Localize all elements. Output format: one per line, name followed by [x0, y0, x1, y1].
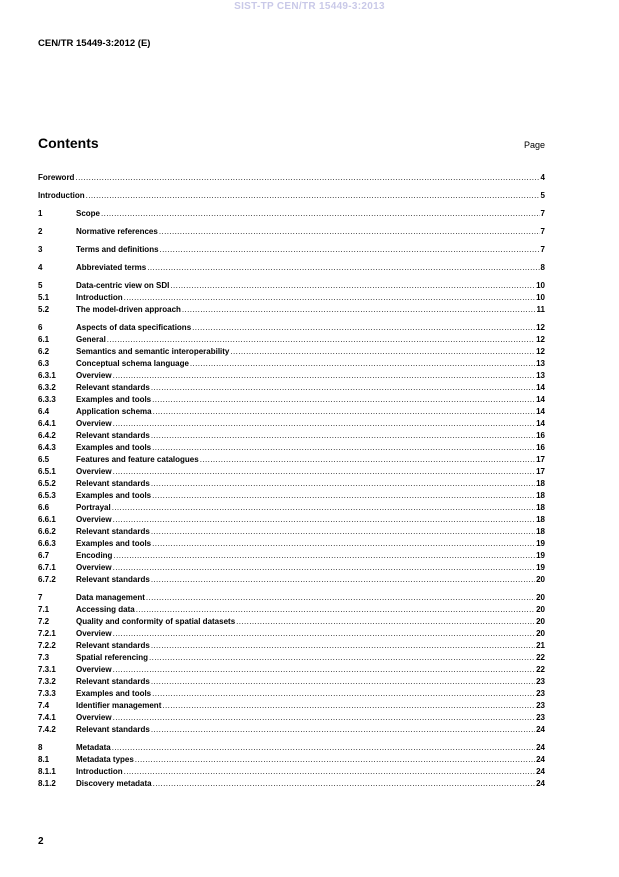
- toc-entry-number: 6.4.1: [38, 419, 56, 428]
- toc-dot-leader: [151, 430, 535, 442]
- toc-entry-page: 18: [536, 491, 545, 500]
- toc-entry-page: 14: [536, 395, 545, 404]
- toc-dot-leader: [113, 514, 536, 526]
- toc-dot-leader: [151, 526, 535, 538]
- toc-dot-leader: [113, 628, 536, 640]
- toc-entry-title: Encoding: [76, 551, 113, 560]
- toc-entry[interactable]: [38, 562, 545, 574]
- toc-entry-title: The model-driven approach: [76, 305, 181, 314]
- toc-entry-page: 23: [536, 713, 545, 722]
- toc-entry[interactable]: [38, 616, 545, 628]
- toc-dot-leader: [149, 652, 535, 664]
- toc-dot-leader: [152, 490, 535, 502]
- toc-entry[interactable]: [38, 442, 545, 454]
- toc-entry-page: 16: [536, 443, 545, 452]
- toc-entry-page: 18: [536, 479, 545, 488]
- toc-entry-number: 6.5.3: [38, 491, 56, 500]
- toc-dot-leader: [192, 322, 535, 334]
- toc-entry[interactable]: [38, 652, 545, 664]
- toc-dot-leader: [107, 334, 535, 346]
- toc-entry-title: Spatial referencing: [76, 653, 149, 662]
- toc-dot-leader: [136, 604, 535, 616]
- toc-entry-number: 6.6.3: [38, 539, 56, 548]
- toc-entry-title: Overview: [76, 371, 112, 380]
- toc-entry-number: 6.1: [38, 335, 50, 344]
- toc-entry-page: 18: [536, 503, 545, 512]
- toc-entry-number: 5: [38, 281, 43, 290]
- toc-dot-leader: [113, 664, 536, 676]
- toc-entry-number: 6.4.2: [38, 431, 56, 440]
- toc-entry[interactable]: [38, 490, 545, 502]
- toc-entry[interactable]: [38, 742, 545, 754]
- toc-entry-page: 21: [536, 641, 545, 650]
- toc-dot-leader: [236, 616, 535, 628]
- toc-entry-page: 13: [536, 371, 545, 380]
- contents-heading: Contents: [38, 135, 99, 151]
- toc-entry-page: 17: [536, 467, 545, 476]
- toc-entry-title: Examples and tools: [76, 395, 152, 404]
- toc-dot-leader: [112, 502, 535, 514]
- toc-entry[interactable]: [38, 754, 545, 766]
- toc-entry-page: 14: [536, 383, 545, 392]
- toc-dot-leader: [153, 406, 536, 418]
- toc-entry-title: General: [76, 335, 106, 344]
- toc-entry-number: 8.1.1: [38, 767, 56, 776]
- toc-entry-title: Examples and tools: [76, 443, 152, 452]
- toc-dot-leader: [113, 418, 536, 430]
- toc-entry-title: Quality and conformity of spatial datasets: [76, 617, 236, 626]
- toc-entry-title: Accessing data: [76, 605, 135, 614]
- toc-entry-title: Normative references: [76, 227, 158, 236]
- toc-entry-page: 18: [536, 527, 545, 536]
- toc-entry-page: 22: [536, 653, 545, 662]
- toc-dot-leader: [151, 574, 535, 586]
- toc-entry-number: 8.1.2: [38, 779, 56, 788]
- toc-entry-page: 24: [536, 743, 545, 752]
- toc-entry-number: 6.6.1: [38, 515, 56, 524]
- toc-dot-leader: [101, 208, 540, 220]
- toc-entry[interactable]: [38, 430, 545, 442]
- toc-entry-page: 20: [536, 629, 545, 638]
- toc-entry[interactable]: [38, 676, 545, 688]
- toc-dot-leader: [113, 562, 536, 574]
- toc-entry-number: 1: [38, 209, 43, 218]
- toc-entry-number: 7: [38, 593, 43, 602]
- toc-entry-title: Relevant standards: [76, 641, 150, 650]
- toc-entry-number: 6.4: [38, 407, 50, 416]
- toc-entry-page: 20: [536, 605, 545, 614]
- toc-entry-page: 23: [536, 689, 545, 698]
- toc-entry-title: Metadata: [76, 743, 111, 752]
- toc-entry-page: 19: [536, 563, 545, 572]
- toc-entry-page: 22: [536, 665, 545, 674]
- toc-dot-leader: [146, 592, 535, 604]
- toc-dot-leader: [152, 538, 535, 550]
- toc-entry[interactable]: [38, 292, 545, 304]
- toc-entry-title: Overview: [76, 515, 112, 524]
- toc-entry-number: 7.2.1: [38, 629, 56, 638]
- toc-dot-leader: [230, 346, 535, 358]
- toc-entry-number: 8.1: [38, 755, 50, 764]
- toc-entry-page: 13: [536, 359, 545, 368]
- toc-entry-number: 6.7: [38, 551, 50, 560]
- toc-entry-page: 14: [536, 419, 545, 428]
- toc-entry-title: Portrayal: [76, 503, 111, 512]
- toc-entry-title: Introduction: [38, 191, 85, 200]
- toc-entry-page: 16: [536, 431, 545, 440]
- toc-entry[interactable]: [38, 418, 545, 430]
- toc-entry[interactable]: [38, 382, 545, 394]
- toc-entry-title: Relevant standards: [76, 479, 150, 488]
- toc-dot-leader: [147, 262, 539, 274]
- toc-entry-number: 7.3: [38, 653, 50, 662]
- toc-entry-page: 24: [536, 725, 545, 734]
- toc-entry-number: 6.5: [38, 455, 50, 464]
- toc-entry-title: Data-centric view on SDI: [76, 281, 170, 290]
- toc-entry-page: 14: [536, 407, 545, 416]
- toc-dot-leader: [113, 370, 536, 382]
- toc-entry-number: 5.1: [38, 293, 50, 302]
- toc-dot-leader: [151, 640, 535, 652]
- toc-dot-leader: [170, 280, 535, 292]
- toc-entry-page: 20: [536, 617, 545, 626]
- toc-entry[interactable]: [38, 640, 545, 652]
- page-column-label: Page: [523, 140, 545, 150]
- toc-entry-page: 7: [540, 227, 545, 236]
- toc-entry[interactable]: [38, 466, 545, 478]
- toc-dot-leader: [124, 292, 535, 304]
- toc-entry-number: 6: [38, 323, 43, 332]
- toc-entry-number: 6.5.2: [38, 479, 56, 488]
- toc-entry-title: Aspects of data specifications: [76, 323, 192, 332]
- toc-entry-title: Metadata types: [76, 755, 134, 764]
- toc-entry-page: 4: [540, 173, 545, 182]
- toc-entry-title: Terms and definitions: [76, 245, 159, 254]
- toc-entry-page: 11: [536, 305, 545, 314]
- toc-entry[interactable]: [38, 190, 545, 202]
- toc-entry-page: 23: [536, 701, 545, 710]
- toc-entry-number: 8: [38, 743, 43, 752]
- toc-entry-title: Semantics and semantic interoperability: [76, 347, 230, 356]
- toc-entry-number: 7.3.2: [38, 677, 56, 686]
- toc-entry-page: 10: [536, 281, 545, 290]
- toc-entry-title: Overview: [76, 563, 112, 572]
- toc-entry-number: 6.2: [38, 347, 50, 356]
- toc-entry[interactable]: [38, 358, 545, 370]
- toc-entry-number: 4: [38, 263, 43, 272]
- toc-entry[interactable]: [38, 262, 545, 274]
- toc-entry-number: 7.3.3: [38, 689, 56, 698]
- toc-dot-leader: [75, 172, 539, 184]
- toc-entry-number: 6.3.1: [38, 371, 56, 380]
- toc-entry[interactable]: [38, 664, 545, 676]
- toc-entry-title: Data management: [76, 593, 145, 602]
- toc-entry[interactable]: [38, 766, 545, 778]
- toc-entry-page: 12: [536, 347, 545, 356]
- toc-entry-page: 12: [536, 323, 545, 332]
- toc-entry-page: 19: [536, 539, 545, 548]
- toc-entry-page: 24: [536, 755, 545, 764]
- toc-entry-page: 7: [540, 209, 545, 218]
- toc-entry-number: 7.2: [38, 617, 50, 626]
- toc-entry[interactable]: [38, 406, 545, 418]
- toc-entry[interactable]: [38, 688, 545, 700]
- toc-entry-page: 5: [540, 191, 545, 200]
- toc-entry[interactable]: [38, 724, 545, 736]
- toc-entry-title: Relevant standards: [76, 431, 150, 440]
- table-of-contents: [38, 172, 545, 790]
- toc-dot-leader: [159, 226, 540, 238]
- toc-entry-page: 17: [536, 455, 545, 464]
- toc-entry-title: Examples and tools: [76, 539, 152, 548]
- toc-entry-title: Foreword: [38, 173, 75, 182]
- toc-dot-leader: [153, 778, 536, 790]
- toc-entry-number: 6.6.2: [38, 527, 56, 536]
- toc-entry[interactable]: [38, 778, 545, 790]
- toc-entry[interactable]: [38, 208, 545, 220]
- toc-entry[interactable]: [38, 172, 545, 184]
- toc-dot-leader: [151, 724, 535, 736]
- toc-entry-title: Conceptual schema language: [76, 359, 189, 368]
- toc-entry[interactable]: [38, 574, 545, 586]
- toc-entry[interactable]: [38, 526, 545, 538]
- toc-entry-title: Examples and tools: [76, 689, 152, 698]
- toc-entry[interactable]: [38, 244, 545, 256]
- toc-entry-title: Introduction: [76, 293, 123, 302]
- toc-entry-title: Relevant standards: [76, 383, 150, 392]
- toc-entry-title: Abbreviated terms: [76, 263, 147, 272]
- toc-entry[interactable]: [38, 628, 545, 640]
- toc-entry[interactable]: [38, 334, 545, 346]
- toc-dot-leader: [152, 688, 535, 700]
- toc-dot-leader: [182, 304, 536, 316]
- toc-entry-title: Overview: [76, 629, 112, 638]
- toc-entry-number: 7.2.2: [38, 641, 56, 650]
- toc-entry-title: Features and feature catalogues: [76, 455, 199, 464]
- toc-entry-title: Overview: [76, 419, 112, 428]
- toc-entry[interactable]: [38, 304, 545, 316]
- toc-entry-number: 6.6: [38, 503, 50, 512]
- toc-entry[interactable]: [38, 592, 545, 604]
- toc-entry-title: Relevant standards: [76, 677, 150, 686]
- toc-entry-title: Overview: [76, 713, 112, 722]
- toc-entry-page: 19: [536, 551, 545, 560]
- toc-dot-leader: [152, 442, 535, 454]
- page-number: 2: [38, 836, 44, 847]
- toc-entry[interactable]: [38, 322, 545, 334]
- toc-entry[interactable]: [38, 454, 545, 466]
- toc-entry-number: 2: [38, 227, 43, 236]
- toc-dot-leader: [113, 466, 536, 478]
- toc-entry[interactable]: [38, 604, 545, 616]
- toc-dot-leader: [112, 742, 535, 754]
- toc-dot-leader: [151, 382, 535, 394]
- toc-entry-number: 7.3.1: [38, 665, 56, 674]
- toc-entry-title: Introduction: [76, 767, 123, 776]
- watermark: SIST-TP CEN/TR 15449-3:2013: [234, 1, 385, 12]
- toc-dot-leader: [113, 550, 535, 562]
- toc-entry-page: 23: [536, 677, 545, 686]
- toc-entry-number: 6.5.1: [38, 467, 56, 476]
- toc-dot-leader: [200, 454, 535, 466]
- toc-entry[interactable]: [38, 370, 545, 382]
- toc-entry[interactable]: [38, 700, 545, 712]
- toc-entry-title: Relevant standards: [76, 575, 150, 584]
- toc-entry-page: 8: [540, 263, 545, 272]
- toc-entry-page: 7: [540, 245, 545, 254]
- toc-entry-page: 20: [536, 593, 545, 602]
- toc-entry-number: 7.1: [38, 605, 50, 614]
- toc-entry-number: 3: [38, 245, 43, 254]
- toc-entry-page: 18: [536, 515, 545, 524]
- toc-dot-leader: [86, 190, 540, 202]
- toc-dot-leader: [113, 712, 536, 724]
- toc-entry-title: Relevant standards: [76, 527, 150, 536]
- document-identifier: CEN/TR 15449-3:2012 (E): [38, 38, 151, 49]
- toc-entry-page: 10: [536, 293, 545, 302]
- toc-entry-page: 24: [536, 779, 545, 788]
- toc-entry-title: Discovery metadata: [76, 779, 152, 788]
- toc-entry-number: 6.3.2: [38, 383, 56, 392]
- toc-entry-title: Overview: [76, 665, 112, 674]
- toc-entry[interactable]: [38, 280, 545, 292]
- toc-entry-page: 20: [536, 575, 545, 584]
- toc-entry[interactable]: [38, 514, 545, 526]
- toc-entry-number: 7.4: [38, 701, 50, 710]
- toc-entry-title: Scope: [76, 209, 101, 218]
- toc-dot-leader: [162, 700, 535, 712]
- toc-dot-leader: [151, 676, 535, 688]
- toc-entry[interactable]: [38, 478, 545, 490]
- toc-entry-number: 7.4.1: [38, 713, 56, 722]
- toc-dot-leader: [135, 754, 535, 766]
- toc-dot-leader: [160, 244, 540, 256]
- toc-entry-title: Identifier management: [76, 701, 162, 710]
- toc-entry[interactable]: [38, 346, 545, 358]
- toc-entry-number: 7.4.2: [38, 725, 56, 734]
- toc-entry-title: Relevant standards: [76, 725, 150, 734]
- toc-entry-title: Overview: [76, 467, 112, 476]
- toc-entry-number: 6.7.1: [38, 563, 56, 572]
- toc-dot-leader: [124, 766, 535, 778]
- toc-entry-title: Examples and tools: [76, 491, 152, 500]
- toc-dot-leader: [190, 358, 535, 370]
- toc-entry[interactable]: [38, 502, 545, 514]
- toc-entry-number: 6.4.3: [38, 443, 56, 452]
- toc-entry[interactable]: [38, 226, 545, 238]
- toc-entry-title: Application schema: [76, 407, 152, 416]
- toc-entry-number: 5.2: [38, 305, 50, 314]
- toc-entry-number: 6.7.2: [38, 575, 56, 584]
- toc-entry-page: 24: [536, 767, 545, 776]
- toc-entry-page: 12: [536, 335, 545, 344]
- toc-entry[interactable]: [38, 394, 545, 406]
- toc-dot-leader: [151, 478, 535, 490]
- toc-entry[interactable]: [38, 538, 545, 550]
- toc-entry-number: 6.3: [38, 359, 50, 368]
- toc-entry-number: 6.3.3: [38, 395, 56, 404]
- toc-entry[interactable]: [38, 550, 545, 562]
- toc-entry[interactable]: [38, 712, 545, 724]
- toc-dot-leader: [152, 394, 535, 406]
